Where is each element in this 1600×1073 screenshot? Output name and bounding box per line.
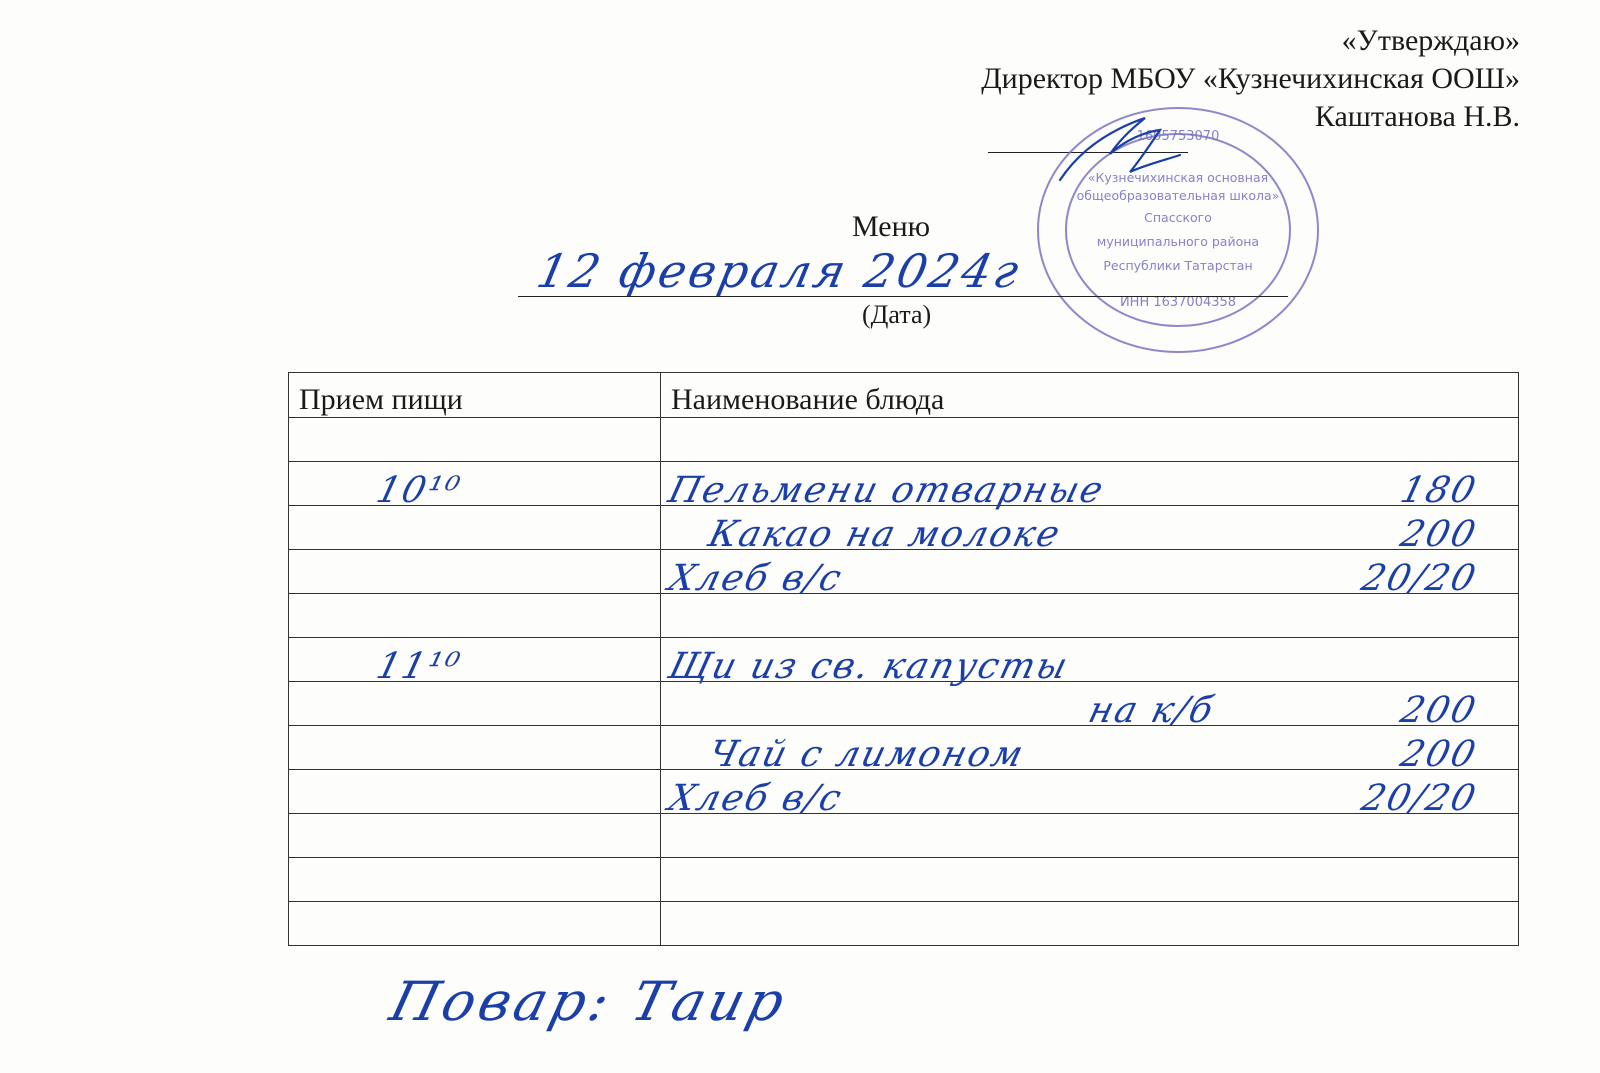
table-row — [289, 726, 1519, 770]
meal-time-cell — [289, 902, 661, 946]
table-row — [289, 902, 1519, 946]
document-title: Меню — [852, 210, 931, 243]
dish-cell — [661, 902, 1519, 946]
dish-cell — [661, 462, 1519, 511]
dish-cell — [661, 418, 1519, 462]
handwritten-date: 12 февраля 2024г — [532, 244, 1027, 298]
meal-time: 10¹⁰ — [372, 470, 466, 511]
dish-name: Пельмени отварные — [664, 470, 1109, 511]
dish-name: на к/б — [1084, 690, 1219, 731]
meal-time: 11¹⁰ — [372, 646, 466, 687]
director-signature — [1050, 110, 1190, 190]
stamp-line3: Спасского — [1144, 210, 1212, 225]
cook-signature: Повар: Таир — [384, 970, 795, 1033]
meal-time-cell — [289, 550, 661, 594]
dish-cell — [661, 770, 1519, 819]
dish-cell — [661, 550, 1519, 599]
header-meal: Прием пищи — [289, 373, 661, 418]
dish-quantity: 200 — [1396, 690, 1482, 731]
approval-heading: «Утверждаю» — [1341, 24, 1520, 57]
stamp-line5: Республики Татарстан — [1103, 258, 1253, 273]
table-row — [289, 770, 1519, 814]
meal-time-cell — [289, 814, 661, 858]
dish-cell — [661, 814, 1519, 858]
table-row — [289, 462, 1519, 506]
date-caption: (Дата) — [862, 300, 932, 329]
table-row — [289, 858, 1519, 902]
stamp-line1: «Кузнечихинская основная — [1087, 170, 1269, 185]
dish-quantity: 20/20 — [1357, 558, 1482, 599]
table-header-row — [289, 373, 1519, 418]
dish-name: Щи из св. капусты — [664, 646, 1074, 687]
meal-time-cell — [289, 462, 661, 511]
dish-quantity: 20/20 — [1357, 778, 1482, 819]
stamp-line2: общеобразовательная школа» — [1076, 188, 1280, 203]
table-row — [289, 550, 1519, 594]
meal-time-cell — [289, 858, 661, 902]
dish-cell — [661, 682, 1519, 731]
dish-name: Чай с лимоном — [704, 734, 1030, 775]
dish-name: Какао на молоке — [704, 514, 1066, 555]
meal-time-cell — [289, 726, 661, 770]
meal-time-cell — [289, 594, 661, 638]
meal-time-cell — [289, 638, 661, 687]
meal-time-cell — [289, 770, 661, 814]
header-dish: Наименование блюда — [661, 373, 1519, 418]
dish-cell — [661, 506, 1519, 555]
table-row — [289, 506, 1519, 550]
dish-cell — [661, 638, 1519, 687]
stamp-top: 1605753070 — [1136, 129, 1220, 144]
dish-quantity: 200 — [1396, 514, 1482, 555]
dish-cell — [661, 858, 1519, 902]
dish-name: Хлеб в/с — [664, 778, 848, 819]
stamp-line4: муниципального района — [1096, 234, 1260, 249]
date-underline — [518, 296, 1288, 297]
dish-cell — [661, 726, 1519, 775]
approval-name: Каштанова Н.В. — [1314, 100, 1520, 133]
table-row — [289, 594, 1519, 638]
meal-time-cell — [289, 506, 661, 550]
dish-quantity: 200 — [1396, 734, 1482, 775]
dish-cell — [661, 594, 1519, 638]
table-row — [289, 638, 1519, 682]
approval-director: Директор МБОУ «Кузнечихинская ООШ» — [981, 62, 1520, 95]
table-row — [289, 418, 1519, 462]
table-row — [289, 814, 1519, 858]
stamp-inn: ИНН 1637004358 — [1119, 295, 1237, 310]
dish-name: Хлеб в/с — [664, 558, 848, 599]
menu-table — [288, 372, 1519, 946]
meal-time-cell — [289, 682, 661, 726]
table-row — [289, 682, 1519, 726]
dish-quantity: 180 — [1396, 470, 1482, 511]
meal-time-cell — [289, 418, 661, 462]
